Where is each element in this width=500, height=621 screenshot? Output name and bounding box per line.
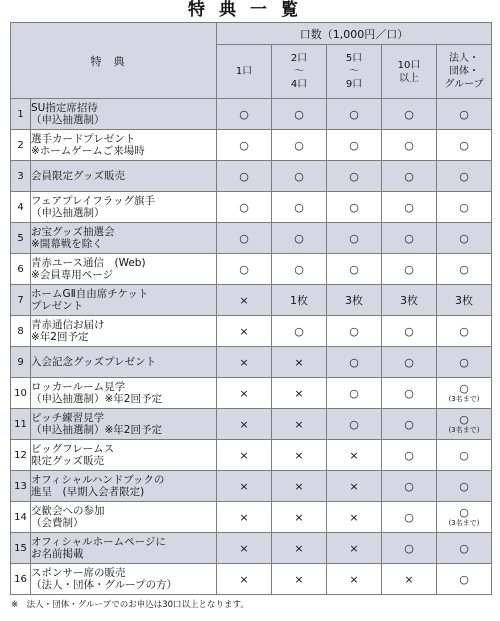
- benefit-mark: ○: [459, 413, 469, 426]
- benefit-value-cell: [217, 130, 272, 161]
- benefit-mark: ○: [404, 510, 414, 524]
- benefit-value-cell: [272, 471, 327, 502]
- benefit-mark: ×: [294, 541, 304, 555]
- benefit-value-cell: [437, 254, 492, 285]
- header-units: 口数（1,000円／口）: [217, 23, 492, 45]
- benefit-name: スポンサー席の販売 （法人・団体・グループの方）: [31, 564, 217, 595]
- table-row: [11, 285, 492, 316]
- benefit-name: ロッカールーム見学 （申込抽選制）※年2回予定: [31, 378, 217, 409]
- table-row: [11, 564, 492, 595]
- header-benefit: 特典: [11, 23, 217, 99]
- benefit-name: ピッチ練習見学 （申込抽選制）※年2回予定: [31, 409, 217, 440]
- benefit-value-cell: [327, 347, 382, 378]
- benefit-value-cell: [382, 378, 437, 409]
- table-row: [11, 378, 492, 409]
- benefit-mark: ×: [404, 572, 414, 586]
- benefit-mark: ×: [294, 386, 304, 400]
- benefit-limit-note: (3名まで): [448, 395, 480, 403]
- benefit-mark: ×: [239, 510, 249, 524]
- benefit-mark: ×: [239, 541, 249, 555]
- benefit-value-cell: [382, 285, 437, 316]
- table-row: [11, 409, 492, 440]
- benefit-value-cell: [437, 285, 492, 316]
- row-number: 13: [11, 471, 31, 502]
- benefit-value-cell: [437, 316, 492, 347]
- benefit-mark: ○: [459, 138, 469, 152]
- benefit-value-cell: [272, 130, 327, 161]
- benefit-mark: ○: [294, 200, 304, 214]
- row-number: 2: [11, 130, 31, 161]
- table-row: [11, 347, 492, 378]
- benefit-mark: ×: [294, 417, 304, 431]
- benefit-value-cell: [382, 223, 437, 254]
- benefit-value-cell: [327, 99, 382, 130]
- benefit-mark: 3枚: [455, 294, 474, 307]
- benefit-value-cell: [437, 564, 492, 595]
- benefit-value-cell: [272, 316, 327, 347]
- benefit-value-cell: [327, 502, 382, 533]
- row-number: 15: [11, 533, 31, 564]
- benefit-mark: ○: [294, 138, 304, 152]
- benefit-mark: ×: [239, 355, 249, 369]
- benefit-value-cell: [217, 533, 272, 564]
- footnote: ※ 法人・団体・グループでのお申込は30口以上となります。: [11, 600, 249, 610]
- benefit-value-cell: [437, 223, 492, 254]
- benefit-mark: ○: [459, 541, 469, 555]
- benefit-value-cell: [272, 440, 327, 471]
- benefit-mark: ○: [239, 231, 249, 245]
- benefit-value-cell: [437, 409, 492, 440]
- benefit-name: フェアプレイフラッグ旗手 （申込抽選制）: [31, 192, 217, 223]
- benefit-mark: ○: [294, 231, 304, 245]
- benefit-mark: ○: [404, 479, 414, 493]
- benefit-value-cell: [382, 409, 437, 440]
- benefit-mark: ×: [239, 448, 249, 462]
- benefit-limit-note: (3名まで): [448, 426, 480, 434]
- row-number: 12: [11, 440, 31, 471]
- benefit-mark: ×: [294, 355, 304, 369]
- table-row: [11, 223, 492, 254]
- benefit-value-cell: [272, 285, 327, 316]
- benefit-value-cell: [437, 161, 492, 192]
- benefit-value-cell: [382, 502, 437, 533]
- benefits-table: [10, 22, 492, 595]
- benefit-mark: ×: [239, 572, 249, 586]
- benefit-value-cell: [382, 440, 437, 471]
- benefit-value-cell: [327, 223, 382, 254]
- benefit-mark: ○: [459, 382, 469, 395]
- benefit-mark: ×: [349, 448, 359, 462]
- row-number: 5: [11, 223, 31, 254]
- table-row: [11, 99, 492, 130]
- benefit-value-cell: [327, 409, 382, 440]
- benefit-value-cell: [217, 564, 272, 595]
- benefit-mark: ○: [349, 417, 359, 431]
- benefit-name: 青赤通信お届け ※年2回予定: [31, 316, 217, 347]
- benefit-mark: ×: [294, 572, 304, 586]
- benefit-value-cell: [437, 471, 492, 502]
- benefit-mark: ○: [239, 200, 249, 214]
- benefit-value-cell: [217, 378, 272, 409]
- benefit-value-cell: [382, 161, 437, 192]
- header-column: 10口 以上: [382, 45, 437, 99]
- table-row: [11, 192, 492, 223]
- table-row: [11, 502, 492, 533]
- benefit-value-cell: [327, 285, 382, 316]
- benefit-mark: ○: [349, 262, 359, 276]
- benefit-mark: ○: [404, 262, 414, 276]
- benefit-mark: ○: [239, 138, 249, 152]
- row-number: 10: [11, 378, 31, 409]
- benefit-value-cell: [437, 192, 492, 223]
- table-row: [11, 440, 492, 471]
- benefit-mark: ×: [239, 386, 249, 400]
- benefit-name: 会員限定グッズ販売: [31, 161, 217, 192]
- benefit-name: 選手カードプレゼント ※ホームゲームご来場時: [31, 130, 217, 161]
- benefit-value-cell: [272, 347, 327, 378]
- table-row: [11, 471, 492, 502]
- benefit-value-cell: [217, 254, 272, 285]
- benefit-value-cell: [272, 502, 327, 533]
- benefit-mark: ○: [349, 386, 359, 400]
- row-number: 7: [11, 285, 31, 316]
- benefit-value-cell: [217, 192, 272, 223]
- benefit-value-cell: [327, 192, 382, 223]
- benefit-value-cell: [217, 285, 272, 316]
- benefit-mark: ×: [294, 448, 304, 462]
- benefit-mark: ○: [459, 448, 469, 462]
- benefit-value-cell: [382, 254, 437, 285]
- benefit-value-cell: [272, 564, 327, 595]
- benefit-mark: ○: [459, 572, 469, 586]
- benefit-mark: ○: [459, 355, 469, 369]
- benefit-mark: ○: [349, 169, 359, 183]
- benefit-name: ビッグフレームス 限定グッズ販売: [31, 440, 217, 471]
- benefit-mark: ○: [349, 355, 359, 369]
- benefit-value-cell: [272, 192, 327, 223]
- benefit-value-cell: [437, 378, 492, 409]
- table-row: [11, 254, 492, 285]
- benefit-mark: ○: [459, 479, 469, 493]
- benefit-mark: ○: [404, 355, 414, 369]
- benefit-name: 青赤ユース通信 (Web) ※会員専用ページ: [31, 254, 217, 285]
- benefit-mark: ○: [404, 541, 414, 555]
- benefit-name: ホームGⅡ自由席チケット プレゼント: [31, 285, 217, 316]
- benefit-value-cell: [382, 347, 437, 378]
- benefit-value-cell: [327, 161, 382, 192]
- benefit-name: SU指定席招待 （申込抽選制）: [31, 99, 217, 130]
- benefit-value-cell: [272, 254, 327, 285]
- benefit-mark: ○: [404, 324, 414, 338]
- benefit-mark: ○: [294, 324, 304, 338]
- benefit-mark: ×: [349, 510, 359, 524]
- benefit-mark: ○: [459, 324, 469, 338]
- benefit-mark: ○: [404, 386, 414, 400]
- benefit-mark: ○: [404, 417, 414, 431]
- header-column: 2口 ～ 4口: [272, 45, 327, 99]
- row-number: 4: [11, 192, 31, 223]
- header-column: 1口: [217, 45, 272, 99]
- benefit-mark: ×: [239, 324, 249, 338]
- benefit-mark: ○: [294, 262, 304, 276]
- benefit-mark: ○: [294, 169, 304, 183]
- benefit-value-cell: [382, 316, 437, 347]
- benefit-name: 入会記念グッズプレゼント: [31, 347, 217, 378]
- row-number: 14: [11, 502, 31, 533]
- benefit-mark: ×: [239, 479, 249, 493]
- row-number: 3: [11, 161, 31, 192]
- page-title: 特典一覧: [188, 0, 312, 20]
- benefit-value-cell: [272, 409, 327, 440]
- benefit-mark: ○: [404, 448, 414, 462]
- benefit-value-cell: [217, 471, 272, 502]
- benefit-mark: ×: [239, 293, 249, 307]
- benefit-mark: 1枚: [290, 294, 308, 307]
- benefit-mark: ○: [349, 107, 359, 121]
- benefit-value-cell: [382, 471, 437, 502]
- benefit-mark: ×: [349, 479, 359, 493]
- benefit-mark: ×: [349, 541, 359, 555]
- benefit-value-cell: [327, 471, 382, 502]
- benefit-mark: ○: [459, 262, 469, 276]
- benefit-limit-note: (3名まで): [448, 519, 480, 527]
- benefit-mark: ○: [404, 200, 414, 214]
- benefit-value-cell: [382, 99, 437, 130]
- benefit-value-cell: [272, 533, 327, 564]
- benefit-value-cell: [382, 130, 437, 161]
- header-column: 5口 ～ 9口: [327, 45, 382, 99]
- benefit-mark: ○: [349, 324, 359, 338]
- table-row: [11, 316, 492, 347]
- header-column: 法人・ 団体・ グループ: [437, 45, 492, 99]
- benefit-mark: ○: [459, 506, 469, 519]
- row-number: 16: [11, 564, 31, 595]
- benefit-mark: ○: [404, 138, 414, 152]
- benefit-mark: ○: [239, 169, 249, 183]
- benefit-value-cell: [217, 409, 272, 440]
- table-row: [11, 161, 492, 192]
- benefit-value-cell: [272, 223, 327, 254]
- benefit-value-cell: [382, 192, 437, 223]
- benefit-value-cell: [272, 378, 327, 409]
- benefit-mark: ○: [459, 107, 469, 121]
- benefit-value-cell: [437, 502, 492, 533]
- benefit-value-cell: [327, 130, 382, 161]
- row-number: 6: [11, 254, 31, 285]
- benefit-value-cell: [437, 533, 492, 564]
- benefit-name: お宝グッズ抽選会 ※開幕戦を除く: [31, 223, 217, 254]
- benefit-mark: ×: [294, 510, 304, 524]
- benefit-name: オフィシャルホームページに お名前掲載: [31, 533, 217, 564]
- benefit-value-cell: [437, 347, 492, 378]
- benefit-mark: ○: [404, 169, 414, 183]
- benefit-value-cell: [382, 564, 437, 595]
- benefit-mark: ×: [294, 479, 304, 493]
- benefit-value-cell: [437, 99, 492, 130]
- benefit-mark: ○: [294, 107, 304, 121]
- benefit-value-cell: [217, 316, 272, 347]
- table-row: [11, 130, 492, 161]
- benefit-mark: ○: [404, 107, 414, 121]
- benefit-value-cell: [327, 316, 382, 347]
- benefit-value-cell: [217, 347, 272, 378]
- benefit-value-cell: [437, 130, 492, 161]
- table-row: [11, 533, 492, 564]
- benefit-value-cell: [327, 378, 382, 409]
- benefit-mark: ○: [459, 200, 469, 214]
- benefit-value-cell: [217, 99, 272, 130]
- benefit-value-cell: [382, 533, 437, 564]
- row-number: 9: [11, 347, 31, 378]
- benefit-value-cell: [327, 533, 382, 564]
- benefit-value-cell: [327, 564, 382, 595]
- row-number: 8: [11, 316, 31, 347]
- benefit-mark: 3枚: [345, 294, 363, 307]
- benefit-value-cell: [217, 502, 272, 533]
- benefit-mark: ×: [239, 417, 249, 431]
- benefit-value-cell: [217, 223, 272, 254]
- benefit-name: オフィシャルハンドブックの 進呈 (早期入会者限定): [31, 471, 217, 502]
- benefit-mark: ○: [459, 169, 469, 183]
- benefit-mark: ×: [349, 572, 359, 586]
- benefit-value-cell: [217, 440, 272, 471]
- row-number: 1: [11, 99, 31, 130]
- row-number: 11: [11, 409, 31, 440]
- benefit-name: 交歓会への参加 （会費制）: [31, 502, 217, 533]
- benefit-value-cell: [217, 161, 272, 192]
- benefit-value-cell: [437, 440, 492, 471]
- benefit-value-cell: [272, 161, 327, 192]
- benefit-mark: ○: [349, 231, 359, 245]
- benefit-mark: ○: [349, 200, 359, 214]
- benefit-value-cell: [327, 254, 382, 285]
- benefit-mark: ○: [239, 107, 249, 121]
- benefit-mark: 3枚: [400, 294, 418, 307]
- benefit-mark: ○: [404, 231, 414, 245]
- benefit-mark: ○: [349, 138, 359, 152]
- benefit-value-cell: [327, 440, 382, 471]
- benefit-mark: ○: [239, 262, 249, 276]
- benefit-mark: ○: [459, 231, 469, 245]
- benefit-value-cell: [272, 99, 327, 130]
